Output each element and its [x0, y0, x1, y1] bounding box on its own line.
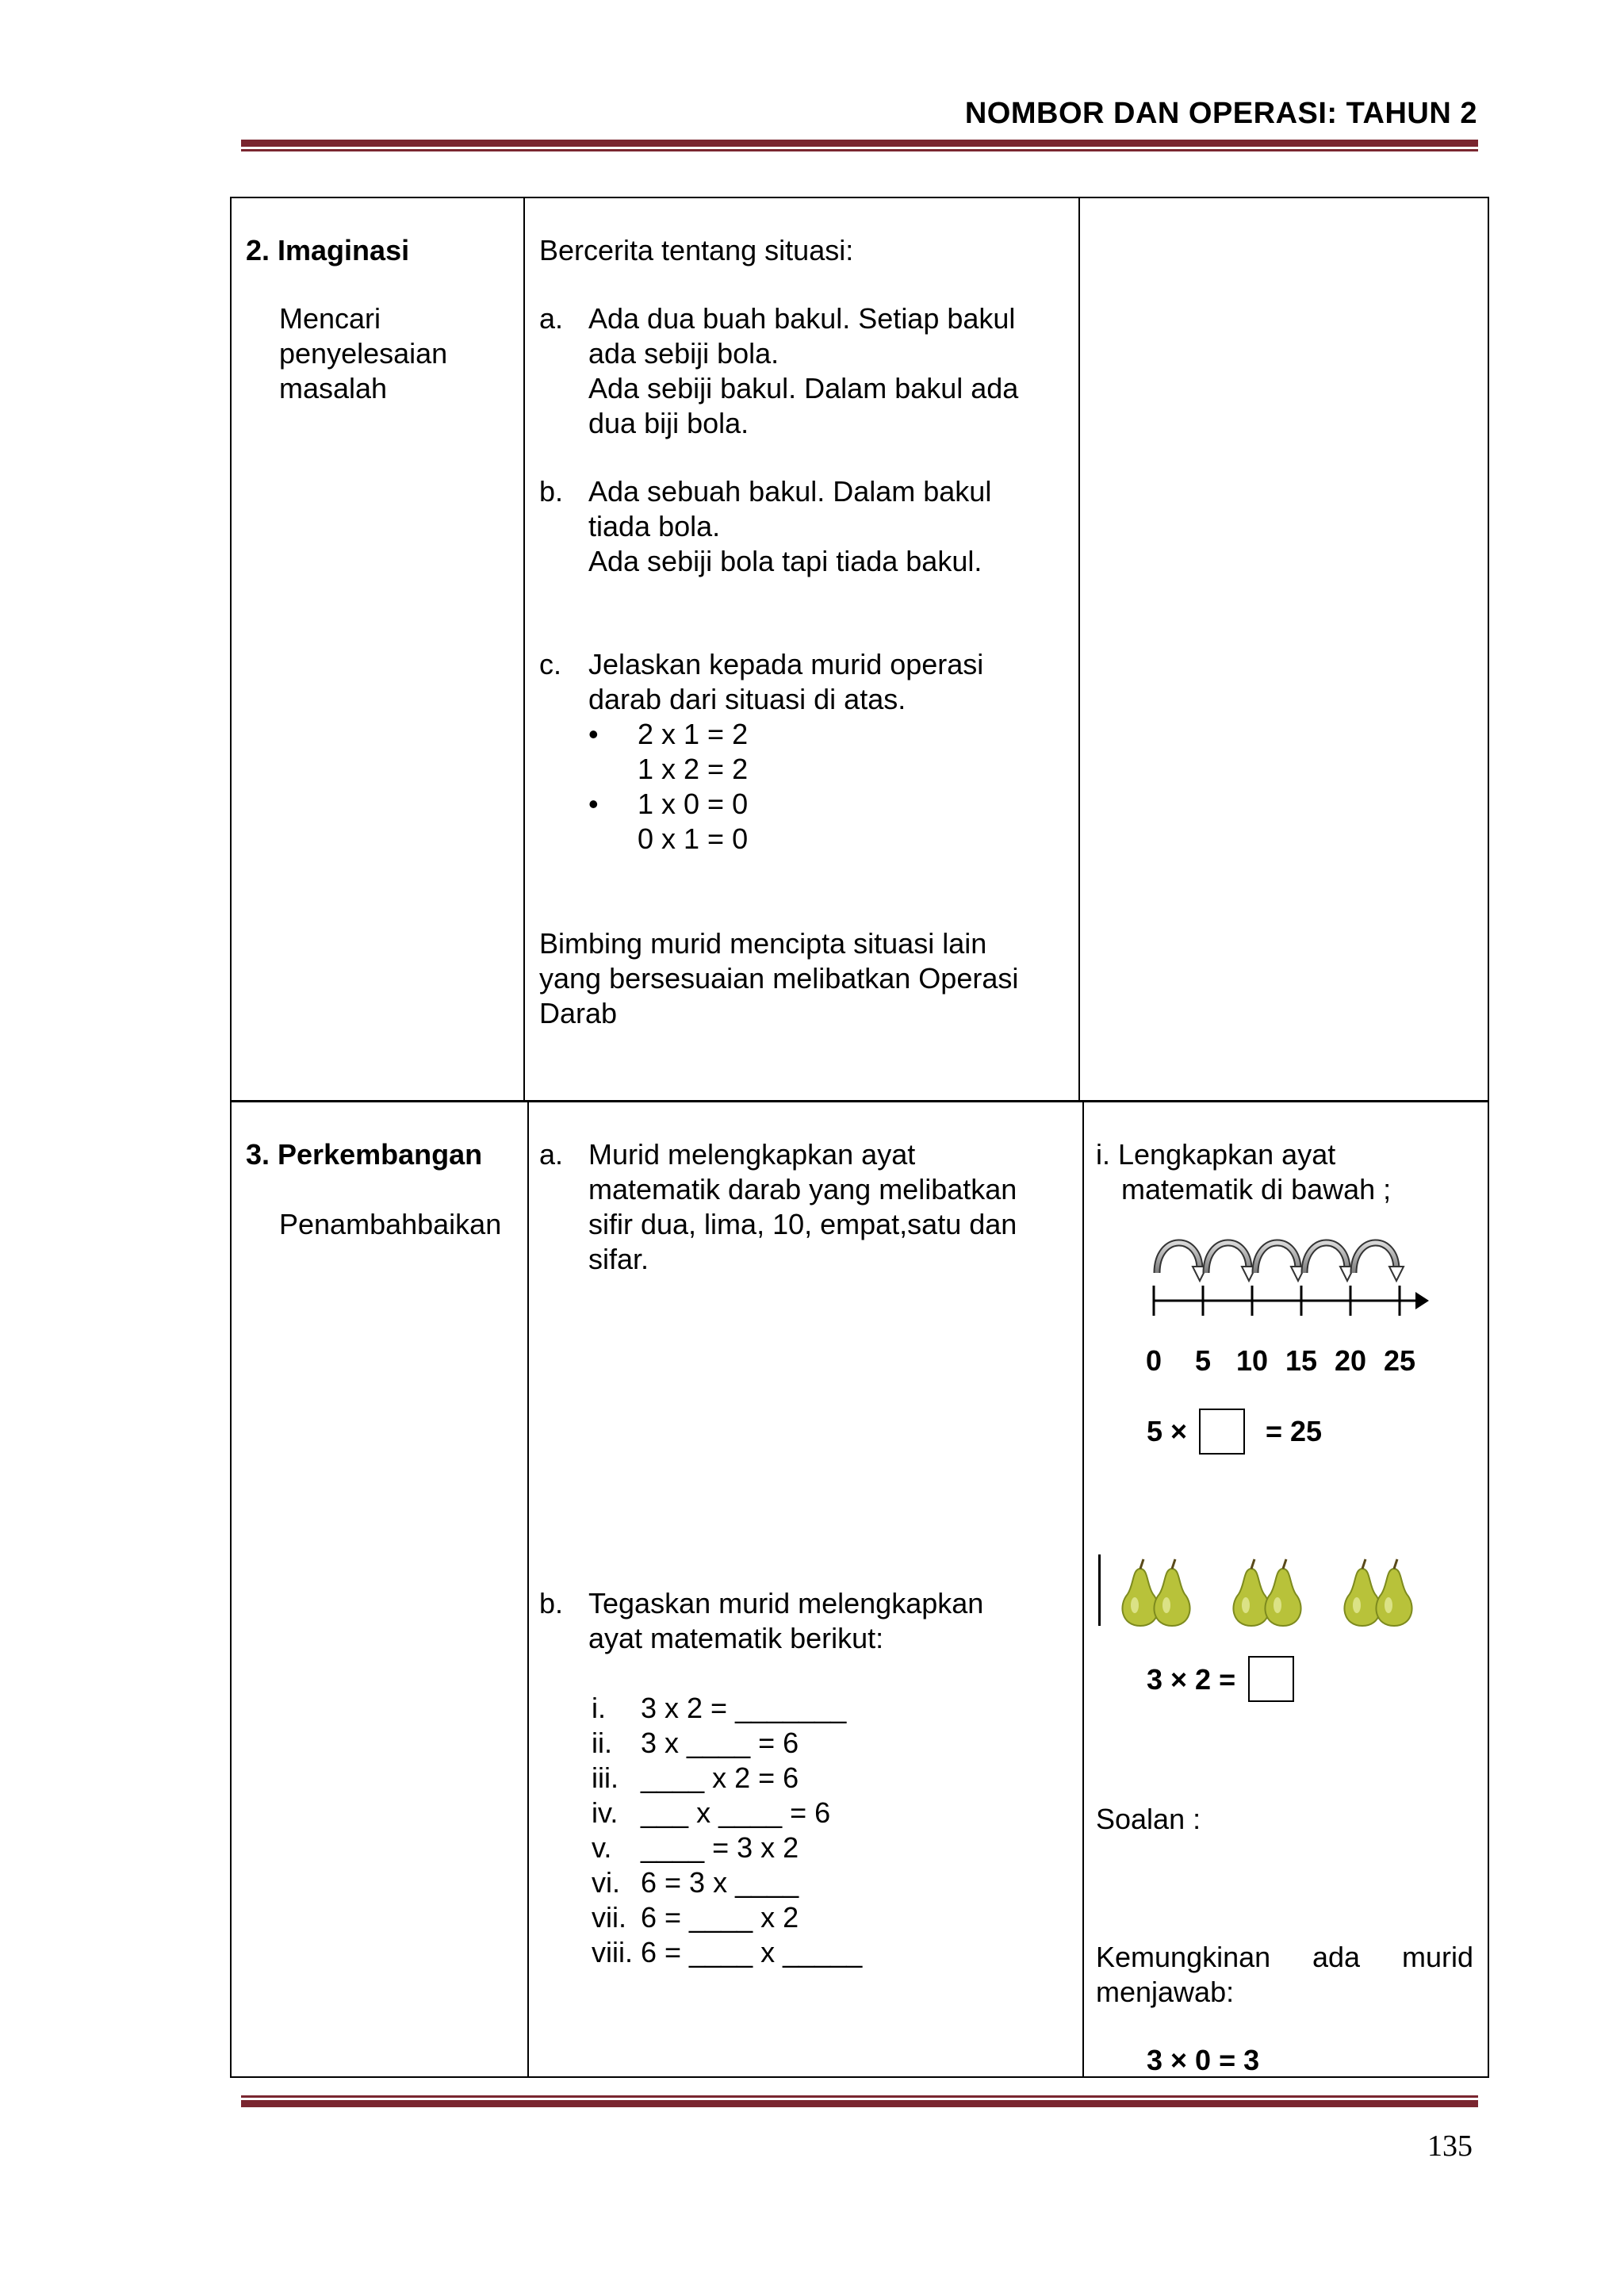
exercise-equation: 6 = 3 x ____ — [641, 1866, 799, 1899]
question-label: Soalan : — [1096, 1803, 1201, 1835]
row2-item-b: b. Tegaskan murid melengkapkan ayat matematik berikut: — [539, 1587, 984, 1654]
equation-1-right: = 25 — [1266, 1415, 1323, 1447]
col3-instruction: i. Lengkapkan ayat matematik di bawah ; — [1096, 1138, 1392, 1205]
exercise-equation: 6 = ____ x 2 — [641, 1901, 799, 1934]
equation-2-left: 3 × 2 = — [1147, 1663, 1236, 1696]
equation-1-left: 5 × — [1147, 1415, 1188, 1447]
exercise-equation: 3 x 2 = _______ — [641, 1692, 847, 1724]
possible-word: Kemungkinan — [1096, 1941, 1271, 1973]
exercise-num: ii. — [592, 1727, 612, 1759]
possible-word: murid — [1401, 1941, 1473, 1973]
row1-item-b: b. Ada sebuah bakul. Dalam bakul tiada bola. Ada sebiji bola tapi tiada bakul. — [539, 475, 992, 577]
row1-heading: 2. Imaginasi — [246, 234, 410, 266]
pear-icon — [1376, 1559, 1411, 1626]
possible-answer-line-2: menjawab: — [1096, 1976, 1235, 2008]
row2-divider-2 — [1082, 1100, 1084, 2078]
row1-item-c: c. Jelaskan kepada murid operasi darab dari situasi di atas. • 2 x 1 = 2 1 x 2 = 2 • 1 x 0 = 0 0 x 1 = 0 — [539, 648, 984, 855]
pear-icon — [1154, 1559, 1189, 1626]
exercise-equation: ___ x ____ = 6 — [641, 1796, 831, 1829]
jump-arrowhead — [1389, 1267, 1404, 1281]
pear-icon — [1233, 1559, 1269, 1626]
page-number: 135 — [1427, 2129, 1473, 2163]
exercise-num: vii. — [592, 1901, 626, 1934]
exercise-num: viii. — [592, 1936, 633, 1968]
exercise-equation: ____ = 3 x 2 — [641, 1831, 799, 1864]
exercise-equation: 6 = ____ x _____ — [641, 1936, 863, 1968]
number-line-labels — [1142, 1343, 1427, 1378]
row1-intro: Bercerita tentang situasi: — [539, 234, 854, 266]
exercise-num: vi. — [592, 1866, 620, 1899]
page-header-title: NOMBOR DAN OPERASI: TAHUN 2 — [964, 97, 1477, 130]
nl-label: 0 — [1145, 1344, 1162, 1377]
bullet-dot: • — [588, 788, 599, 820]
row2-subheading: Penambahbaikan — [279, 1208, 502, 1240]
header-rule — [241, 140, 1478, 151]
row1-subheading: Mencari penyelesaian masalah — [279, 302, 448, 404]
possible-answer: 3 × 0 = 3 — [1147, 2044, 1260, 2076]
nl-label: 25 — [1383, 1344, 1416, 1377]
row2-item-a: a. Murid melengkapkan ayat matematik darab yang melibatkan sifir dua, lima, 10, empat,satu dan sifar. — [539, 1138, 1017, 1275]
pears-illustration — [1116, 1554, 1426, 1634]
exercise-num: iv. — [592, 1796, 619, 1829]
row-separator — [232, 1100, 1488, 1102]
footer-rule — [241, 2095, 1478, 2107]
possible-word: ada — [1312, 1941, 1361, 1973]
answer-box-1[interactable] — [1199, 1409, 1245, 1455]
bullet-2-text: 1 x 0 = 0 0 x 1 = 0 — [638, 788, 749, 855]
number-line-diagram — [1142, 1225, 1427, 1328]
pear-icon — [1122, 1559, 1158, 1626]
row2-divider-1 — [527, 1100, 529, 2078]
axis-arrowhead — [1415, 1292, 1429, 1309]
bullet-1-text: 2 x 1 = 2 1 x 2 = 2 — [638, 718, 749, 785]
exercise-num: v. — [592, 1831, 612, 1864]
nl-label: 15 — [1285, 1344, 1318, 1377]
exercise-num: i. — [592, 1692, 606, 1724]
pear-icon — [1265, 1559, 1300, 1626]
exercise-num: iii. — [592, 1761, 619, 1794]
bullet-dot: • — [588, 718, 599, 750]
pear-icon — [1344, 1559, 1380, 1626]
row1-divider-2 — [1078, 198, 1080, 1100]
answer-box-2[interactable] — [1248, 1656, 1294, 1702]
exercise-equation: ____ x 2 = 6 — [641, 1761, 799, 1794]
row1-closing: Bimbing murid mencipta situasi lain yang bersesuaian melibatkan Operasi Darab — [539, 927, 1019, 1029]
nl-label: 20 — [1334, 1344, 1367, 1377]
exercise-list — [592, 1691, 1036, 1970]
row1-divider-1 — [523, 198, 525, 1100]
nl-label: 10 — [1235, 1344, 1269, 1377]
row2-heading: 3. Perkembangan — [246, 1138, 483, 1171]
row1-item-a: a. Ada dua buah bakul. Setiap bakul ada sebiji bola. Ada sebiji bakul. Dalam bakul ada dua biji bola. — [539, 302, 1019, 439]
jump-arrows — [1157, 1243, 1404, 1281]
pear-divider-line — [1098, 1554, 1101, 1626]
possible-answer-line-1 — [1096, 1940, 1473, 1975]
nl-label: 5 — [1194, 1344, 1212, 1377]
exercise-equation: 3 x ____ = 6 — [641, 1727, 799, 1759]
